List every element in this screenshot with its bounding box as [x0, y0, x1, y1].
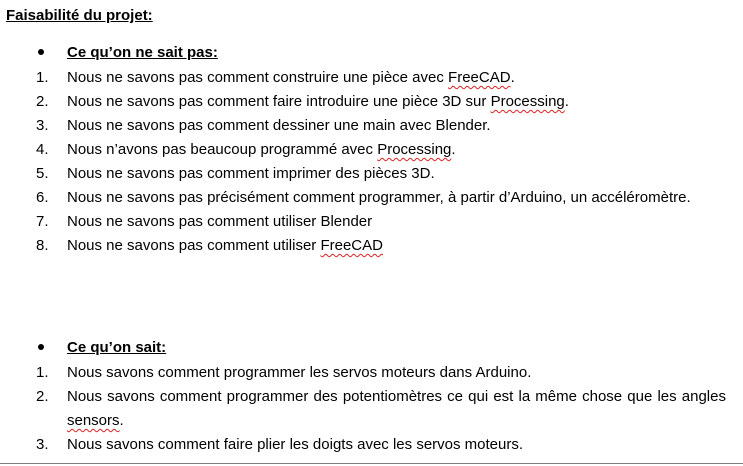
- list-item-number: 3.: [36, 436, 49, 453]
- list-item: [0, 234, 743, 258]
- list-item-text-end: .: [564, 93, 569, 110]
- list-item-number: 4.: [36, 141, 49, 158]
- list-item-text: Nous savons comment programmer des potentiomètres ce qui est la même chose que les angles: [67, 388, 726, 405]
- list-item-text-end: .: [451, 141, 456, 158]
- list-item-number: 1.: [36, 69, 49, 86]
- list-item-text-end: .: [119, 412, 124, 429]
- list-item-text: Nous ne savons pas précisément comment programmer, à partir d’Arduino, un accéléromètre.: [67, 189, 691, 206]
- misspelled-word: FreeCAD: [448, 69, 511, 86]
- document-title: Faisabilité du projet:: [6, 7, 153, 24]
- section-heading-known: [38, 339, 166, 356]
- list-item: [0, 66, 743, 90]
- list-item-number: 3.: [36, 117, 49, 134]
- list-item-text: Nous n’avons pas beaucoup programmé avec: [67, 141, 378, 158]
- list-item: [0, 361, 743, 385]
- bullet-icon: [38, 339, 67, 356]
- list-item: [0, 114, 743, 138]
- list-item-text: Nous ne savons pas comment construire une pièce avec: [67, 69, 449, 86]
- list-item-text: Nous ne savons pas comment utiliser: [67, 237, 321, 254]
- list-item-number: 7.: [36, 213, 49, 230]
- bullet-icon: [38, 44, 67, 61]
- list-known: [0, 361, 743, 457]
- list-item: [0, 162, 743, 186]
- list-item: [0, 433, 743, 457]
- section-heading-unknown: [38, 44, 218, 61]
- section-heading-unknown-label: Ce qu’on ne sait pas:: [67, 44, 218, 61]
- list-unknown: [0, 66, 743, 258]
- list-item: [0, 186, 743, 210]
- list-item-number: 2.: [36, 93, 49, 110]
- misspelled-word: FreeCAD: [320, 237, 383, 254]
- list-item-text: Nous savons comment faire plier les doigts avec les servos moteurs.: [67, 436, 524, 453]
- misspelled-word: Processing: [490, 93, 565, 110]
- list-item-text: Nous ne savons pas comment utiliser Blender: [67, 213, 373, 230]
- list-item-text: Nous ne savons pas comment faire introduire une pièce 3D sur: [67, 93, 491, 110]
- list-item: [0, 385, 743, 433]
- list-item-text: Nous ne savons pas comment imprimer des pièces 3D.: [67, 165, 435, 182]
- list-item-number: 2.: [36, 388, 49, 405]
- list-item: [0, 138, 743, 162]
- misspelled-word: Processing: [377, 141, 452, 158]
- misspelled-word: sensors: [67, 412, 120, 429]
- list-item-number: 5.: [36, 165, 49, 182]
- list-item: [0, 210, 743, 234]
- list-item-text: Nous savons comment programmer les servos moteurs dans Arduino.: [67, 364, 532, 381]
- list-item: [0, 90, 743, 114]
- page-bottom-divider: [0, 463, 743, 464]
- section-heading-known-label: Ce qu’on sait:: [67, 339, 167, 356]
- list-item-number: 1.: [36, 364, 49, 381]
- list-item-number: 6.: [36, 189, 49, 206]
- list-item-number: 8.: [36, 237, 49, 254]
- list-item-text-end: .: [510, 69, 515, 86]
- list-item-text: Nous ne savons pas comment dessiner une main avec Blender.: [67, 117, 491, 134]
